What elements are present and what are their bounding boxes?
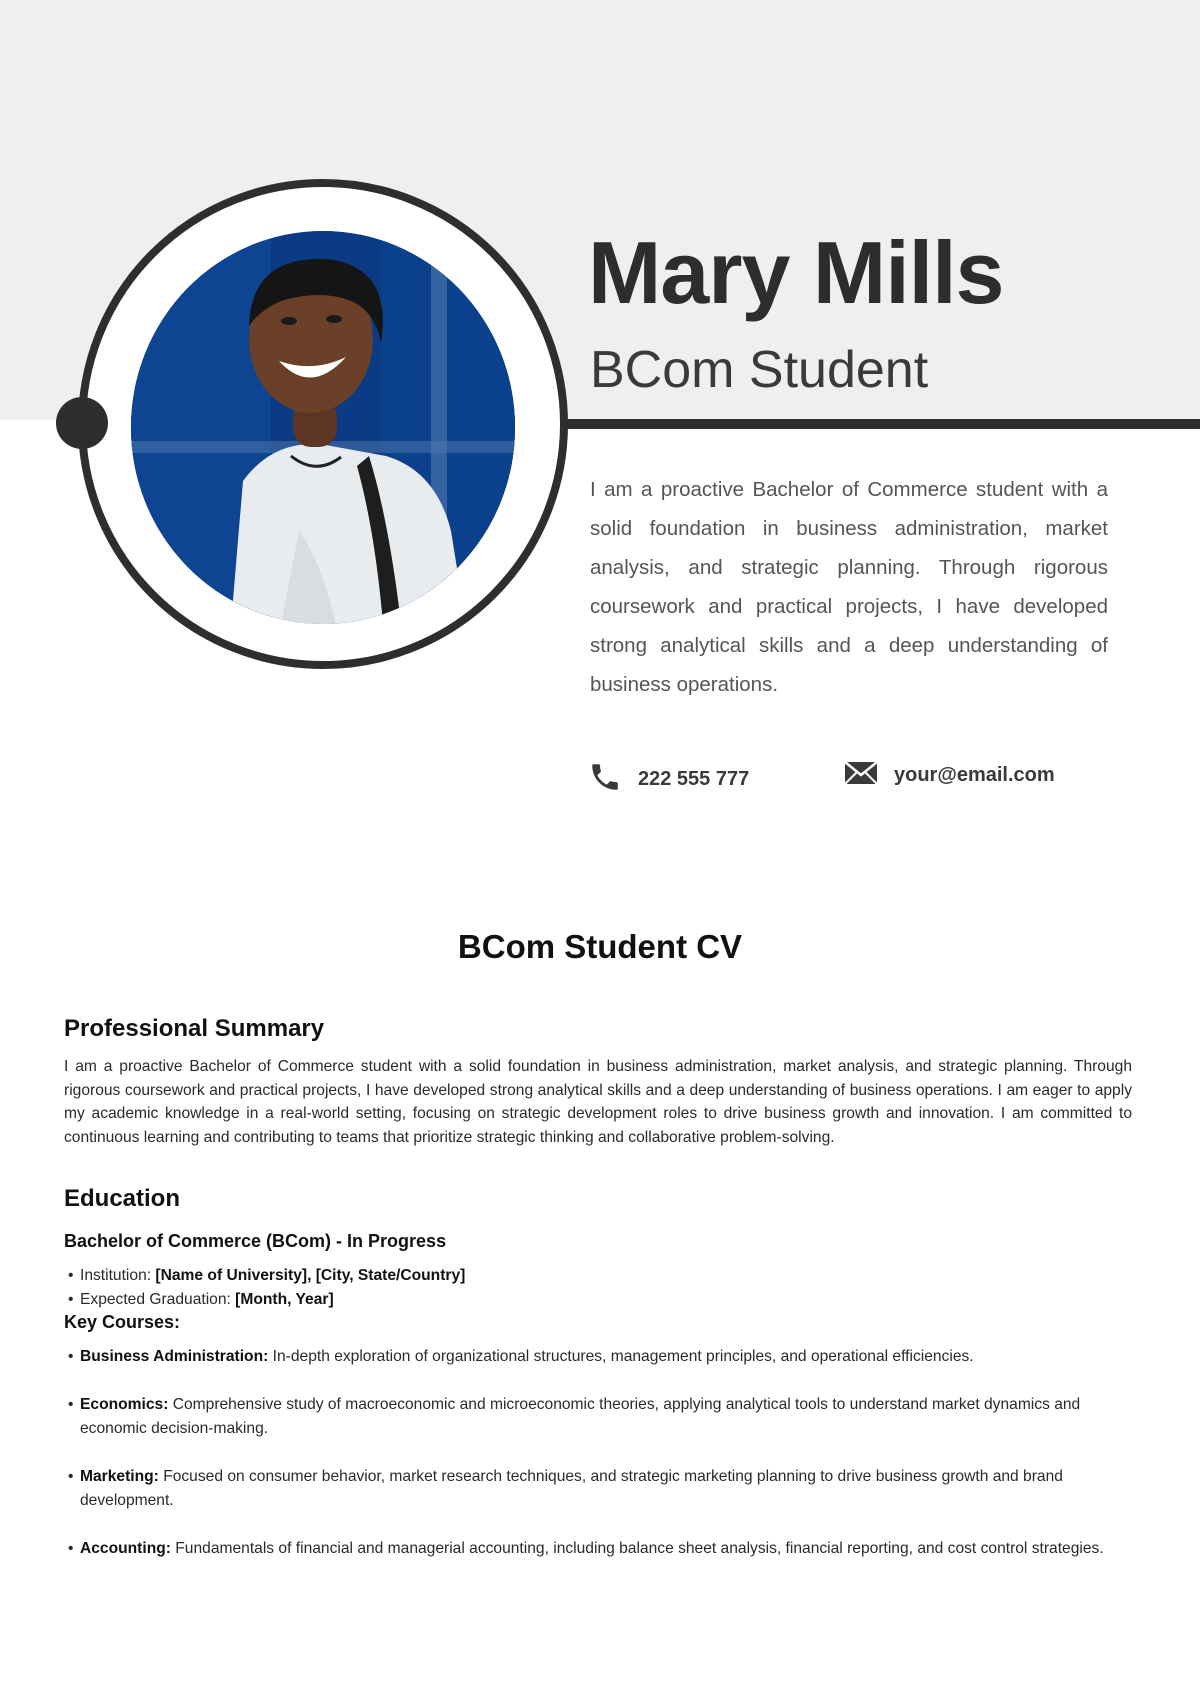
list-item: • Institution: [Name of University], [City, State/Country] — [68, 1264, 1132, 1288]
profile-photo — [131, 231, 515, 624]
phone-icon — [588, 760, 622, 799]
envelope-icon — [844, 760, 878, 791]
contact-email — [844, 760, 1055, 791]
degree-title: Bachelor of Commerce (BCom) - In Progress — [64, 1231, 447, 1251]
courses-heading: Key Courses: — [64, 1312, 181, 1332]
frame-knob-decoration — [56, 397, 108, 449]
person-name: Mary Mills — [588, 223, 1004, 322]
summary-text: I am a proactive Bachelor of Commerce student with a solid foundation in business administration, market analysis, and strategic planning. Through rigorous coursework and practical projects, I have developed strong analytical skills and a deep understanding of business operations. I am eager to apply my academic knowledge in a real-world setting, focusing on strategic development roles to drive business growth and innovation. I am committed to continuous learning and contributing to teams that prioritize strategic thinking and collaborative problem-solving. — [64, 1058, 1132, 1146]
intro-paragraph: I am a proactive Bachelor of Commerce student with a solid foundation in business administration, market analysis, and strategic planning. Through rigorous coursework and practical projects, I have developed strong analytical skills and a deep understanding of business operations. — [590, 478, 1108, 696]
person-role: BCom Student — [590, 341, 929, 399]
education-heading: Education — [64, 1185, 181, 1212]
summary-heading: Professional Summary — [64, 1015, 325, 1042]
education-details — [64, 1264, 1132, 1312]
list-item: • Marketing: Focused on consumer behavior, market research techniques, and strategic marketing planning to drive business growth and brand development. — [68, 1465, 1132, 1513]
list-item: • Expected Graduation: [Month, Year] — [68, 1288, 1132, 1312]
list-item: • Business Administration: In-depth exploration of organizational structures, management principles, and operational efficiencies. — [68, 1345, 1132, 1369]
header-divider — [560, 419, 1200, 429]
courses-list — [64, 1345, 1132, 1561]
email-address: your@email.com — [894, 764, 1055, 786]
list-item: • Accounting: Fundamentals of financial and managerial accounting, including balance sheet analysis, financial reporting, and cost control strategies. — [68, 1537, 1132, 1561]
phone-number: 222 555 777 — [638, 768, 750, 790]
document-title: BCom Student CV — [457, 928, 743, 965]
list-item: • Economics: Comprehensive study of macroeconomic and microeconomic theories, applying analytical tools to understand market dynamics and economic decision-making. — [68, 1393, 1132, 1441]
cv-body — [64, 1015, 1132, 1585]
contact-phone — [588, 760, 749, 799]
